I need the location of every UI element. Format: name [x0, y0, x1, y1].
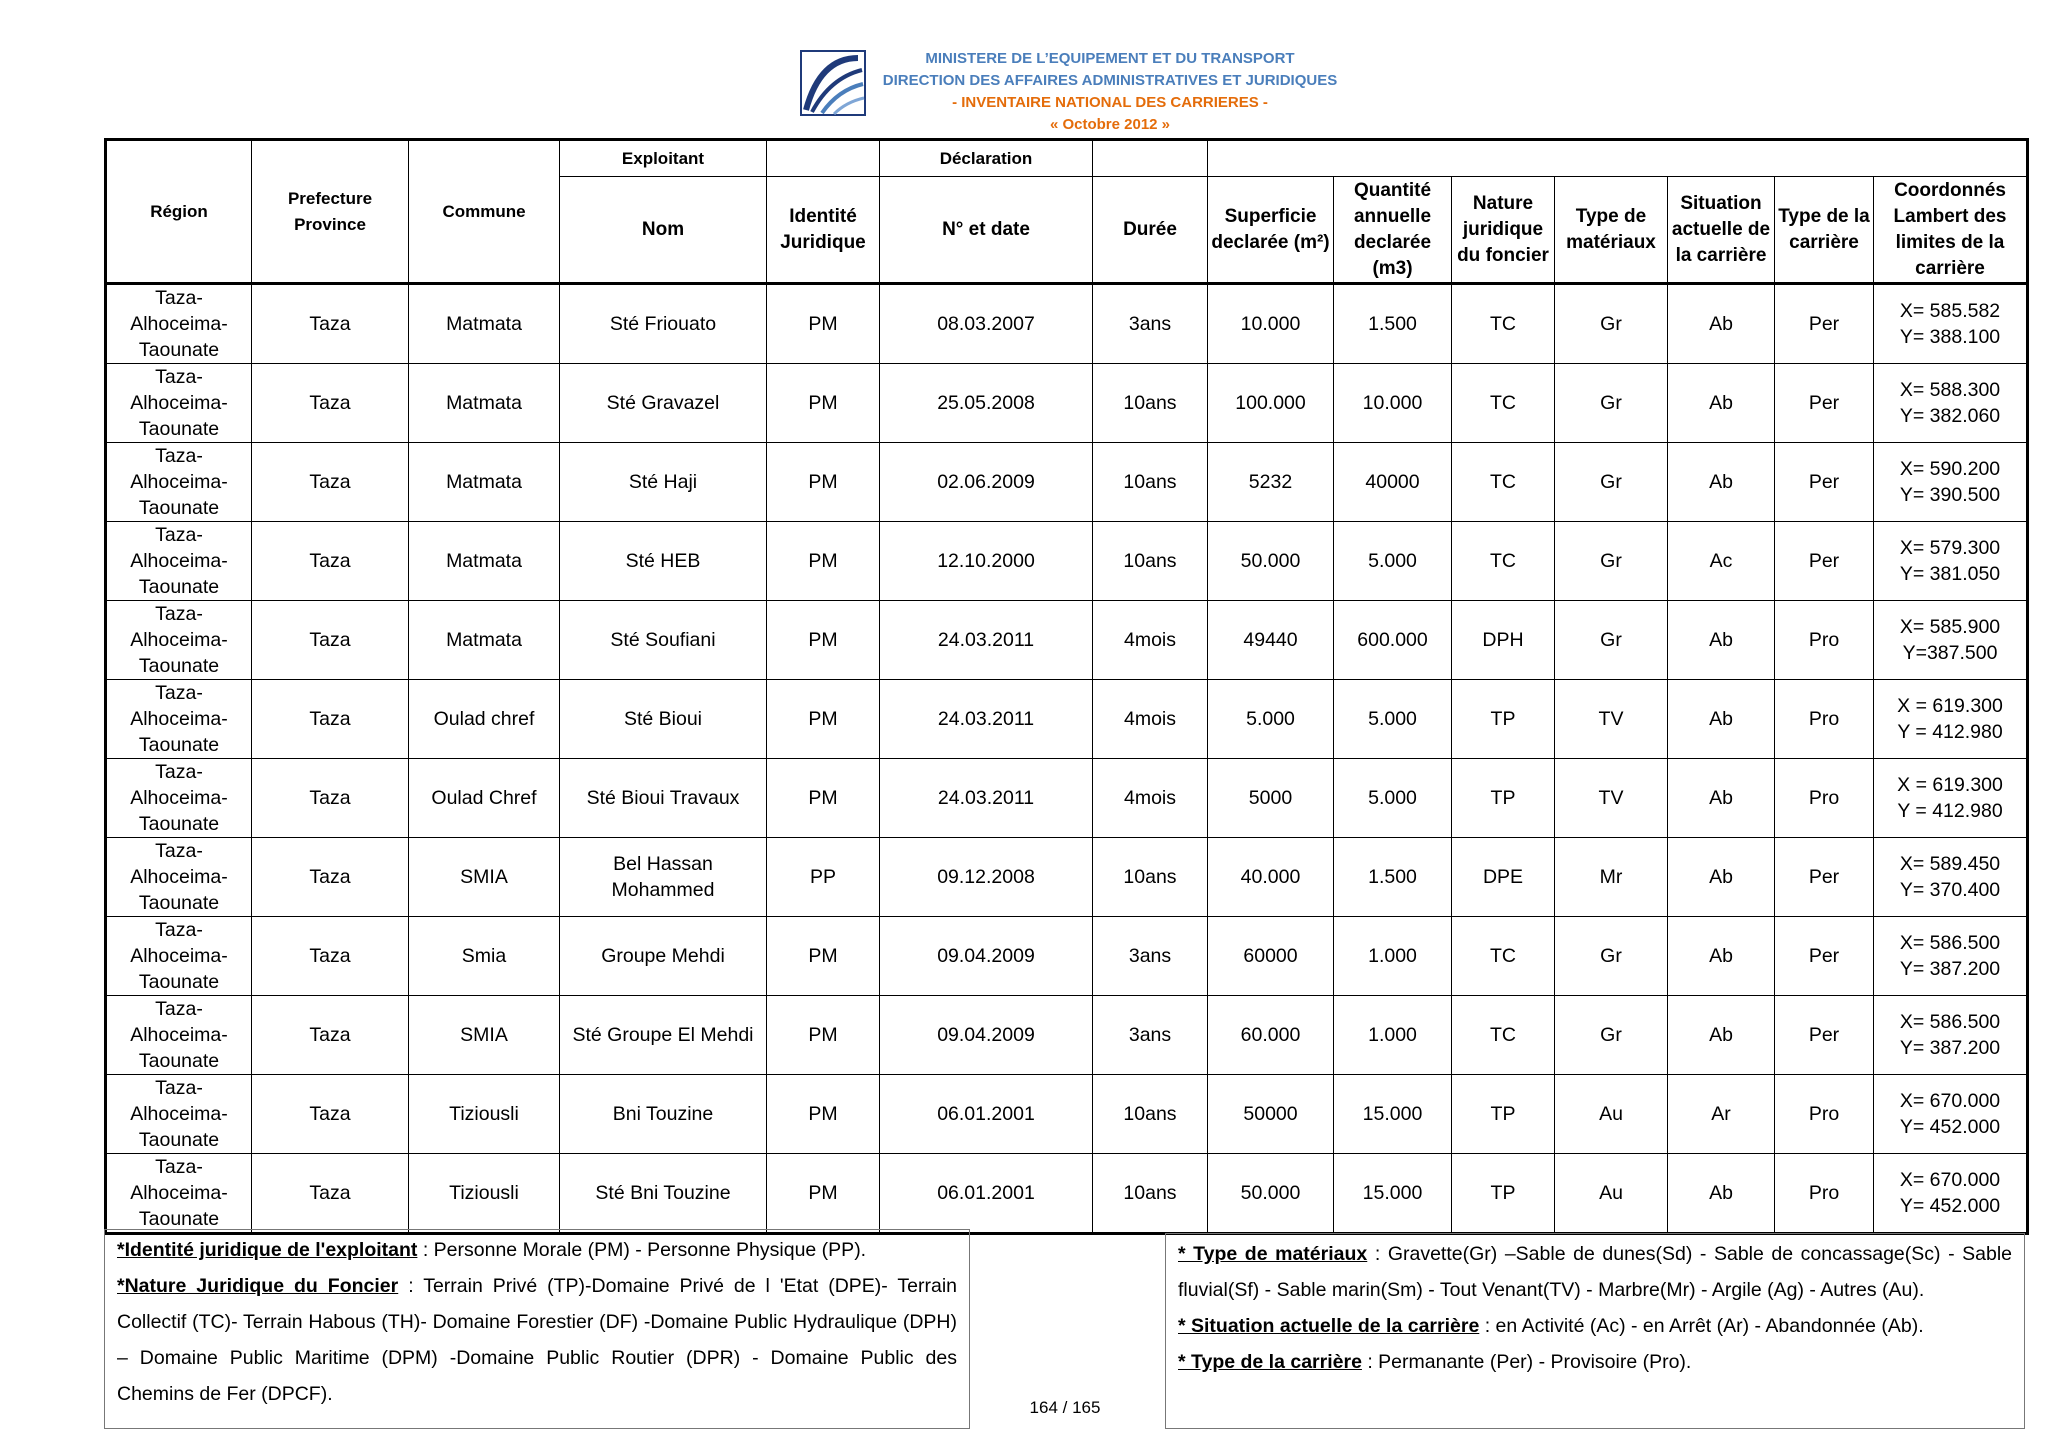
- cell-nature: TP: [1452, 680, 1555, 759]
- cell-nature: TP: [1452, 1154, 1555, 1234]
- cell-identite: PM: [767, 1075, 880, 1154]
- cell-region: Taza-Alhoceima-Taounate: [106, 443, 252, 522]
- cell-region: Taza-Alhoceima-Taounate: [106, 284, 252, 364]
- cell-commune: Matmata: [409, 284, 560, 364]
- coord-y: Y= 387.200: [1899, 958, 2001, 980]
- cell-quantite: 1.000: [1334, 996, 1452, 1075]
- page-number: 164 / 165: [1029, 1398, 1101, 1417]
- cell-coordonnees: [1874, 759, 2028, 838]
- cell-duree: 4mois: [1093, 759, 1208, 838]
- col-header-commune: Commune: [409, 140, 560, 284]
- cell-type-carriere: Pro: [1775, 759, 1874, 838]
- cell-situation: Ab: [1668, 996, 1775, 1075]
- cell-situation: Ab: [1668, 680, 1775, 759]
- legend-type-carriere: [1178, 1344, 2012, 1380]
- cell-duree: 3ans: [1093, 284, 1208, 364]
- group-header-blank-2: [1093, 140, 1208, 177]
- cell-duree: 10ans: [1093, 1154, 1208, 1234]
- cell-duree: 4mois: [1093, 601, 1208, 680]
- cell-commune: Matmata: [409, 601, 560, 680]
- cell-nature: DPH: [1452, 601, 1555, 680]
- col-header-duree: Durée: [1093, 177, 1208, 284]
- direction-name: DIRECTION DES AFFAIRES ADMINISTRATIVES ET JURIDIQUES: [882, 72, 1338, 89]
- cell-quantite: 1.500: [1334, 284, 1452, 364]
- cell-numero: 02.06.2009: [880, 443, 1093, 522]
- coord-x: X= 670.000: [1899, 1169, 2001, 1191]
- cell-commune: Matmata: [409, 443, 560, 522]
- col-header-nature: Nature juridique du foncier: [1452, 177, 1555, 284]
- table-row: [106, 601, 2028, 680]
- cell-type-materiaux: Mr: [1555, 838, 1668, 917]
- cell-nature: TP: [1452, 1075, 1555, 1154]
- cell-numero: 24.03.2011: [880, 759, 1093, 838]
- cell-identite: PM: [767, 759, 880, 838]
- legend-nature-key: *Nature Juridique du Foncier: [117, 1275, 399, 1297]
- cell-superficie: 60.000: [1208, 996, 1334, 1075]
- coord-y: Y=387.500: [1902, 642, 1998, 664]
- cell-nom: Sté Gravazel: [560, 364, 767, 443]
- cell-numero: 24.03.2011: [880, 601, 1093, 680]
- table-row: [106, 1154, 2028, 1234]
- cell-region: Taza-Alhoceima-Taounate: [106, 364, 252, 443]
- cell-superficie: 10.000: [1208, 284, 1334, 364]
- cell-duree: 3ans: [1093, 996, 1208, 1075]
- coord-y: Y= 370.400: [1899, 879, 2001, 901]
- cell-prefecture: Taza: [252, 364, 409, 443]
- cell-numero: 24.03.2011: [880, 680, 1093, 759]
- legend-nature-text: : Terrain Privé (TP)-Domaine Privé de l 'Etat (DPE)- Terrain Collectif (TC)- Terrain Habous (TH)- Domaine Forestier (DF) -Domaine Public Hydraulique (DPH) – Domaine Public Maritime (DPM) -Domaine Public Routier (DPR) - Domaine Public des Chemins de Fer (DPCF).: [117, 1275, 957, 1405]
- cell-situation: Ar: [1668, 1075, 1775, 1154]
- cell-identite: PP: [767, 838, 880, 917]
- cell-type-carriere: Pro: [1775, 680, 1874, 759]
- coord-x: X= 586.500: [1899, 932, 2001, 954]
- cell-type-carriere: Per: [1775, 917, 1874, 996]
- group-header-exploitant: Exploitant: [560, 140, 767, 177]
- cell-type-materiaux: Gr: [1555, 601, 1668, 680]
- cell-numero: 12.10.2000: [880, 522, 1093, 601]
- coord-y: Y= 388.100: [1899, 326, 2001, 348]
- cell-duree: 10ans: [1093, 838, 1208, 917]
- cell-superficie: 5232: [1208, 443, 1334, 522]
- cell-duree: 10ans: [1093, 522, 1208, 601]
- cell-prefecture: Taza: [252, 996, 409, 1075]
- cell-type-carriere: Per: [1775, 522, 1874, 601]
- cell-region: Taza-Alhoceima-Taounate: [106, 838, 252, 917]
- legend-right-box: [1165, 1233, 2025, 1429]
- coord-y: Y= 382.060: [1899, 405, 2001, 427]
- cell-identite: PM: [767, 364, 880, 443]
- cell-quantite: 10.000: [1334, 364, 1452, 443]
- cell-nature: TC: [1452, 284, 1555, 364]
- cell-superficie: 49440: [1208, 601, 1334, 680]
- cell-quantite: 1.000: [1334, 917, 1452, 996]
- cell-numero: 09.04.2009: [880, 996, 1093, 1075]
- col-header-superficie: Superficie declarée (m²): [1208, 177, 1334, 284]
- cell-coordonnees: [1874, 917, 2028, 996]
- legend-situation-key: * Situation actuelle de la carrière: [1178, 1315, 1480, 1337]
- table-row: [106, 996, 2028, 1075]
- legend-identite-text: : Personne Morale (PM) - Personne Physique (PP).: [417, 1239, 867, 1261]
- group-header-blank-1: [767, 140, 880, 177]
- coord-y: Y = 412.980: [1897, 800, 2003, 822]
- cell-prefecture: Taza: [252, 1075, 409, 1154]
- cell-prefecture: Taza: [252, 284, 409, 364]
- cell-duree: 10ans: [1093, 1075, 1208, 1154]
- coord-y: Y= 381.050: [1899, 563, 2001, 585]
- quarry-inventory-table: [104, 138, 2029, 1235]
- cell-nom: Sté Bni Touzine: [560, 1154, 767, 1234]
- legend-identite: [117, 1232, 957, 1268]
- cell-nom: Sté Groupe El Mehdi: [560, 996, 767, 1075]
- coord-x: X= 590.200: [1899, 458, 2001, 480]
- cell-quantite: 40000: [1334, 443, 1452, 522]
- cell-superficie: 5000: [1208, 759, 1334, 838]
- legend-situation-text: : en Activité (Ac) - en Arrêt (Ar) - Abandonnée (Ab).: [1479, 1315, 1924, 1337]
- col-header-numero: N° et date: [880, 177, 1093, 284]
- coord-x: X= 589.450: [1899, 853, 2001, 875]
- legend-type-carriere-key: * Type de la carrière: [1178, 1351, 1362, 1373]
- cell-type-materiaux: Gr: [1555, 364, 1668, 443]
- cell-prefecture: Taza: [252, 1154, 409, 1234]
- cell-superficie: 50.000: [1208, 1154, 1334, 1234]
- cell-superficie: 40.000: [1208, 838, 1334, 917]
- col-header-prefecture: Prefecture Province: [252, 140, 409, 284]
- col-header-region: Région: [106, 140, 252, 284]
- cell-nom: Sté Friouato: [560, 284, 767, 364]
- cell-nature: DPE: [1452, 838, 1555, 917]
- cell-nature: TC: [1452, 522, 1555, 601]
- coord-x: X= 579.300: [1899, 537, 2001, 559]
- cell-prefecture: Taza: [252, 680, 409, 759]
- cell-nom: Sté HEB: [560, 522, 767, 601]
- table-row: [106, 443, 2028, 522]
- cell-situation: Ac: [1668, 522, 1775, 601]
- cell-nom: Sté Soufiani: [560, 601, 767, 680]
- cell-situation: Ab: [1668, 443, 1775, 522]
- col-header-situation: Situation actuelle de la carrière: [1668, 177, 1775, 284]
- cell-identite: PM: [767, 680, 880, 759]
- cell-commune: Smia: [409, 917, 560, 996]
- cell-commune: SMIA: [409, 996, 560, 1075]
- cell-situation: Ab: [1668, 364, 1775, 443]
- table-row: [106, 522, 2028, 601]
- cell-prefecture: Taza: [252, 522, 409, 601]
- cell-identite: PM: [767, 284, 880, 364]
- cell-numero: 06.01.2001: [880, 1075, 1093, 1154]
- cell-identite: PM: [767, 443, 880, 522]
- cell-identite: PM: [767, 996, 880, 1075]
- group-header-declaration: Déclaration: [880, 140, 1093, 177]
- cell-prefecture: Taza: [252, 838, 409, 917]
- table-row: [106, 680, 2028, 759]
- cell-quantite: 5.000: [1334, 680, 1452, 759]
- cell-commune: Tiziousli: [409, 1075, 560, 1154]
- cell-situation: Ab: [1668, 838, 1775, 917]
- cell-type-carriere: Pro: [1775, 1154, 1874, 1234]
- cell-identite: PM: [767, 917, 880, 996]
- coord-x: X= 670.000: [1899, 1090, 2001, 1112]
- coord-y: Y= 452.000: [1899, 1116, 2001, 1138]
- legend-nature: [117, 1268, 957, 1412]
- cell-type-carriere: Per: [1775, 443, 1874, 522]
- cell-region: Taza-Alhoceima-Taounate: [106, 1075, 252, 1154]
- cell-commune: Matmata: [409, 522, 560, 601]
- coord-x: X= 586.500: [1899, 1011, 2001, 1033]
- cell-type-materiaux: TV: [1555, 759, 1668, 838]
- cell-region: Taza-Alhoceima-Taounate: [106, 1154, 252, 1234]
- inventory-date: « Octobre 2012 »: [1049, 116, 1171, 133]
- coord-y: Y= 452.000: [1899, 1195, 2001, 1217]
- cell-superficie: 100.000: [1208, 364, 1334, 443]
- cell-type-materiaux: Au: [1555, 1154, 1668, 1234]
- cell-prefecture: Taza: [252, 917, 409, 996]
- cell-commune: Oulad Chref: [409, 759, 560, 838]
- cell-type-carriere: Pro: [1775, 601, 1874, 680]
- cell-region: Taza-Alhoceima-Taounate: [106, 759, 252, 838]
- coord-y: Y = 412.980: [1897, 721, 2003, 743]
- cell-type-carriere: Per: [1775, 364, 1874, 443]
- cell-nature: TC: [1452, 917, 1555, 996]
- cell-region: Taza-Alhoceima-Taounate: [106, 522, 252, 601]
- inventory-title: - INVENTAIRE NATIONAL DES CARRIERES -: [952, 94, 1268, 111]
- cell-region: Taza-Alhoceima-Taounate: [106, 996, 252, 1075]
- cell-type-materiaux: Gr: [1555, 522, 1668, 601]
- cell-type-materiaux: Gr: [1555, 917, 1668, 996]
- cell-region: Taza-Alhoceima-Taounate: [106, 917, 252, 996]
- cell-nature: TC: [1452, 443, 1555, 522]
- table-row: [106, 364, 2028, 443]
- cell-duree: 10ans: [1093, 364, 1208, 443]
- cell-coordonnees: [1874, 680, 2028, 759]
- cell-nature: TP: [1452, 759, 1555, 838]
- cell-numero: 08.03.2007: [880, 284, 1093, 364]
- cell-situation: Ab: [1668, 1154, 1775, 1234]
- cell-nom: Bni Touzine: [560, 1075, 767, 1154]
- cell-type-materiaux: Gr: [1555, 443, 1668, 522]
- cell-type-carriere: Pro: [1775, 1075, 1874, 1154]
- cell-nom: Sté Bioui: [560, 680, 767, 759]
- cell-numero: 06.01.2001: [880, 1154, 1093, 1234]
- cell-numero: 25.05.2008: [880, 364, 1093, 443]
- table-row: [106, 759, 2028, 838]
- cell-situation: Ab: [1668, 601, 1775, 680]
- cell-type-carriere: Per: [1775, 996, 1874, 1075]
- cell-quantite: 600.000: [1334, 601, 1452, 680]
- cell-numero: 09.04.2009: [880, 917, 1093, 996]
- cell-commune: Matmata: [409, 364, 560, 443]
- legend-situation: [1178, 1308, 2012, 1344]
- cell-nom: Sté Bioui Travaux: [560, 759, 767, 838]
- col-header-nom: Nom: [560, 177, 767, 284]
- cell-quantite: 5.000: [1334, 522, 1452, 601]
- cell-quantite: 5.000: [1334, 759, 1452, 838]
- table-row: [106, 1075, 2028, 1154]
- cell-coordonnees: [1874, 1075, 2028, 1154]
- coord-y: Y= 390.500: [1899, 484, 2001, 506]
- group-header-blank-3: [1208, 140, 2028, 177]
- cell-quantite: 15.000: [1334, 1075, 1452, 1154]
- coord-x: X = 619.300: [1897, 774, 2003, 796]
- cell-superficie: 60000: [1208, 917, 1334, 996]
- coord-x: X= 585.582: [1899, 300, 2001, 322]
- cell-commune: SMIA: [409, 838, 560, 917]
- cell-superficie: 50.000: [1208, 522, 1334, 601]
- coord-y: Y= 387.200: [1899, 1037, 2001, 1059]
- table-row: [106, 917, 2028, 996]
- col-header-coordonnees: Coordonnés Lambert des limites de la carrière: [1874, 177, 2028, 284]
- cell-nom: Groupe Mehdi: [560, 917, 767, 996]
- cell-type-materiaux: TV: [1555, 680, 1668, 759]
- cell-situation: Ab: [1668, 284, 1775, 364]
- cell-duree: 10ans: [1093, 443, 1208, 522]
- legend-type-carriere-text: : Permanante (Per) - Provisoire (Pro).: [1361, 1351, 1692, 1373]
- cell-superficie: 50000: [1208, 1075, 1334, 1154]
- cell-coordonnees: [1874, 1154, 2028, 1234]
- header-text-block: [820, 48, 1400, 136]
- cell-identite: PM: [767, 601, 880, 680]
- cell-nature: TC: [1452, 364, 1555, 443]
- col-header-type-carriere: Type de la carrière: [1775, 177, 1874, 284]
- col-header-type-materiaux: Type de matériaux: [1555, 177, 1668, 284]
- cell-type-carriere: Per: [1775, 838, 1874, 917]
- cell-duree: 4mois: [1093, 680, 1208, 759]
- cell-quantite: 1.500: [1334, 838, 1452, 917]
- col-header-quantite: Quantité annuelle declarée (m3): [1334, 177, 1452, 284]
- cell-coordonnees: [1874, 443, 2028, 522]
- cell-type-materiaux: Gr: [1555, 996, 1668, 1075]
- cell-situation: Ab: [1668, 759, 1775, 838]
- col-header-identite: Identité Juridique: [767, 177, 880, 284]
- cell-identite: PM: [767, 522, 880, 601]
- legend-type-materiaux-key: * Type de matériaux: [1178, 1243, 1368, 1265]
- cell-coordonnees: [1874, 522, 2028, 601]
- cell-identite: PM: [767, 1154, 880, 1234]
- cell-superficie: 5.000: [1208, 680, 1334, 759]
- cell-coordonnees: [1874, 364, 2028, 443]
- cell-situation: Ab: [1668, 917, 1775, 996]
- cell-coordonnees: [1874, 996, 2028, 1075]
- cell-coordonnees: [1874, 284, 2028, 364]
- ministry-name: MINISTERE DE L’EQUIPEMENT ET DU TRANSPORT: [925, 50, 1295, 67]
- cell-type-materiaux: Au: [1555, 1075, 1668, 1154]
- cell-nom: Sté Haji: [560, 443, 767, 522]
- legend-identite-key: *Identité juridique de l'exploitant: [117, 1239, 418, 1261]
- legend-type-materiaux-text: : Gravette(Gr) –Sable de dunes(Sd) - Sable de concassage(Sc) - Sable fluvial(Sf) - Sable marin(Sm) - Tout Venant(TV) - Marbre(Mr) - Argile (Ag) - Autres (Au).: [1178, 1243, 2013, 1301]
- cell-prefecture: Taza: [252, 759, 409, 838]
- cell-nature: TC: [1452, 996, 1555, 1075]
- legend-type-materiaux: [1178, 1236, 2012, 1308]
- cell-region: Taza-Alhoceima-Taounate: [106, 601, 252, 680]
- cell-prefecture: Taza: [252, 601, 409, 680]
- table-row: [106, 838, 2028, 917]
- legend-left-box: [104, 1229, 970, 1429]
- table-row: [106, 284, 2028, 364]
- cell-region: Taza-Alhoceima-Taounate: [106, 680, 252, 759]
- cell-quantite: 15.000: [1334, 1154, 1452, 1234]
- coord-x: X= 588.300: [1899, 379, 2001, 401]
- coord-x: X = 619.300: [1897, 695, 2003, 717]
- coord-x: X= 585.900: [1899, 616, 2001, 638]
- cell-type-materiaux: Gr: [1555, 284, 1668, 364]
- cell-commune: Oulad chref: [409, 680, 560, 759]
- cell-numero: 09.12.2008: [880, 838, 1093, 917]
- cell-nom: Bel Hassan Mohammed: [560, 838, 767, 917]
- cell-prefecture: Taza: [252, 443, 409, 522]
- page-header: [0, 48, 2048, 138]
- cell-coordonnees: [1874, 601, 2028, 680]
- cell-type-carriere: Per: [1775, 284, 1874, 364]
- cell-coordonnees: [1874, 838, 2028, 917]
- cell-commune: Tiziousli: [409, 1154, 560, 1234]
- cell-duree: 3ans: [1093, 917, 1208, 996]
